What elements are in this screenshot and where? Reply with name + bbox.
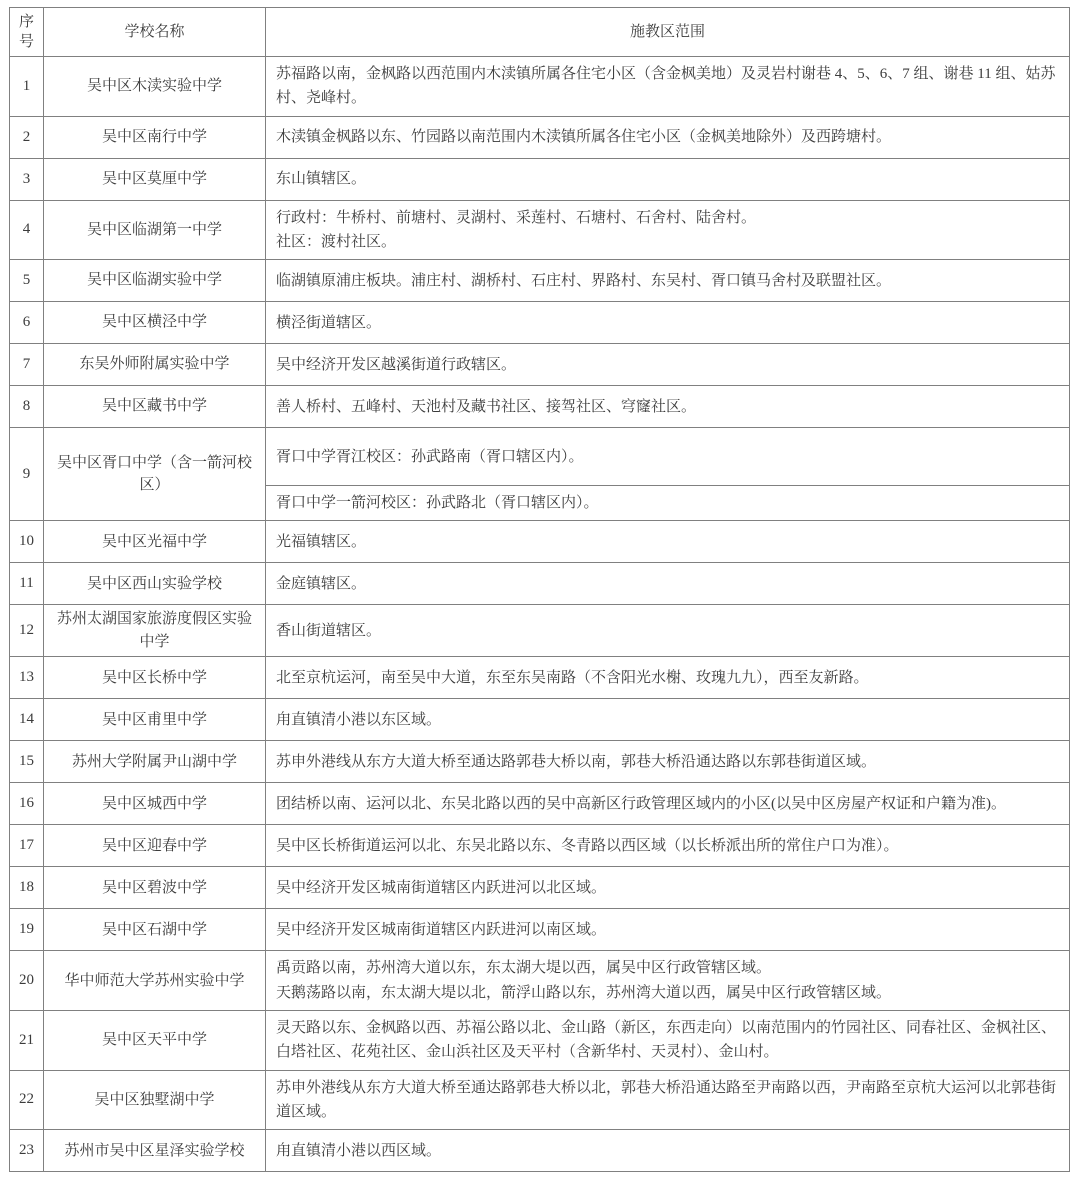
district-range-cell xyxy=(266,699,1070,741)
district-range-subcell xyxy=(266,1071,1069,1130)
district-range-text: 胥口中学一箭河校区：孙武路北（胥口辖区内）。 xyxy=(276,495,599,512)
header-district-range: 施教区范围 xyxy=(266,8,1070,57)
school-name-cell: 吴中区迎春中学 xyxy=(44,825,266,867)
district-range-subcell xyxy=(266,829,1069,863)
row-serial-number: 4 xyxy=(10,200,44,260)
district-range-cell xyxy=(266,200,1070,260)
school-name-cell: 吴中区临湖第一中学 xyxy=(44,200,266,260)
table-row xyxy=(10,200,1070,260)
school-name-cell: 吴中区西山实验学校 xyxy=(44,563,266,605)
district-range-subcell xyxy=(266,614,1069,648)
district-range-text: 甪直镇清小港以西区域。 xyxy=(276,1142,442,1159)
district-range-subcell xyxy=(266,201,1069,260)
school-name-cell: 吴中区独墅湖中学 xyxy=(44,1070,266,1130)
district-range-text: 灵天路以东、金枫路以西、苏福公路以北、金山路（新区，东西走向）以南范围内的竹园社区、同春社区、金枫社区、白塔社区、花苑社区、金山浜社区及天平村（含新华村、天灵村）、金山村。 xyxy=(276,1020,1057,1061)
school-name-cell: 吴中区长桥中学 xyxy=(44,657,266,699)
row-serial-number: 7 xyxy=(10,344,44,386)
district-range-text: 吴中经济开发区城南街道辖区内跃进河以南区域。 xyxy=(276,921,607,938)
row-serial-number: 13 xyxy=(10,657,44,699)
district-range-subcell xyxy=(266,264,1069,298)
district-range-subcell xyxy=(266,1011,1069,1070)
table-row xyxy=(10,783,1070,825)
district-range-text: 金庭镇辖区。 xyxy=(276,575,367,592)
row-serial-number: 9 xyxy=(10,428,44,521)
district-range-cell xyxy=(266,386,1070,428)
district-range-text: 吴中区长桥街道运河以北、东吴北路以东、冬青路以西区域（以长桥派出所的常住户口为准）。 xyxy=(276,837,899,854)
district-range-subcell xyxy=(266,348,1069,382)
school-name-cell: 吴中区石湖中学 xyxy=(44,909,266,951)
district-range-subcell xyxy=(266,745,1069,779)
district-range-subcell xyxy=(266,871,1069,905)
district-range-subcell xyxy=(266,787,1069,821)
row-serial-number: 1 xyxy=(10,57,44,117)
row-serial-number: 2 xyxy=(10,116,44,158)
school-name-cell: 吴中区木渎实验中学 xyxy=(44,57,266,117)
table-row xyxy=(10,741,1070,783)
table-header xyxy=(10,8,1070,57)
district-range-text: 甪直镇清小港以东区域。 xyxy=(276,711,442,728)
district-range-cell xyxy=(266,867,1070,909)
row-serial-number: 22 xyxy=(10,1070,44,1130)
header-serial-number: 序号 xyxy=(10,8,44,57)
district-range-cell xyxy=(266,521,1070,563)
district-range-text: 木渎镇金枫路以东、竹园路以南范围内木渎镇所属各住宅小区（金枫美地除外）及西跨塘村。 xyxy=(276,128,892,145)
table-row xyxy=(10,116,1070,158)
district-range-subcell xyxy=(266,306,1069,340)
district-range-subcell xyxy=(266,1134,1069,1168)
school-name-cell: 吴中区南行中学 xyxy=(44,116,266,158)
district-range-cell xyxy=(266,657,1070,699)
row-serial-number: 12 xyxy=(10,605,44,657)
district-range-text: 北至京杭运河，南至吴中大道，东至东吴南路（不含阳光水榭、玫瑰九九），西至友新路。 xyxy=(276,669,869,686)
district-range-text: 苏福路以南，金枫路以西范围内木渎镇所属各住宅小区（含金枫美地）及灵岩村谢巷 4、5、6、7 组、谢巷 11 组、姑苏村、尧峰村。 xyxy=(276,66,1056,107)
district-range-text: 胥口中学胥江校区：孙武路南（胥口辖区内）。 xyxy=(276,448,584,465)
district-range-subcell xyxy=(266,120,1069,154)
district-range-text: 社区：渡村社区。 xyxy=(276,233,397,250)
table-row xyxy=(10,909,1070,951)
district-range-cell xyxy=(266,116,1070,158)
table-row xyxy=(10,605,1070,657)
district-range-cell xyxy=(266,1070,1070,1130)
school-name-cell: 华中师范大学苏州实验中学 xyxy=(44,951,266,1011)
table-row xyxy=(10,1011,1070,1071)
district-range-cell xyxy=(266,57,1070,117)
district-range-subcell xyxy=(266,485,1069,520)
district-range-cell xyxy=(266,909,1070,951)
table-row xyxy=(10,428,1070,521)
row-serial-number: 20 xyxy=(10,951,44,1011)
table-row xyxy=(10,867,1070,909)
district-range-text: 禹贡路以南，苏州湾大道以东，东太湖大堤以西，属吴中区行政管辖区域。 xyxy=(276,960,772,977)
row-serial-number: 19 xyxy=(10,909,44,951)
row-serial-number: 10 xyxy=(10,521,44,563)
district-range-text: 横泾街道辖区。 xyxy=(276,314,382,331)
row-serial-number: 5 xyxy=(10,260,44,302)
table-row xyxy=(10,657,1070,699)
district-range-subcell xyxy=(266,162,1069,196)
school-district-table xyxy=(9,7,1070,1172)
school-name-cell: 吴中区莫厘中学 xyxy=(44,158,266,200)
table-row xyxy=(10,1130,1070,1172)
table-row xyxy=(10,825,1070,867)
district-range-text: 善人桥村、五峰村、天池村及藏书社区、接驾社区、穹窿社区。 xyxy=(276,398,697,415)
district-range-subcell xyxy=(266,913,1069,947)
district-range-subcell xyxy=(266,57,1069,116)
district-range-cell xyxy=(266,951,1070,1011)
row-serial-number: 8 xyxy=(10,386,44,428)
district-range-subcell xyxy=(266,390,1069,424)
row-serial-number: 6 xyxy=(10,302,44,344)
table-row xyxy=(10,563,1070,605)
row-serial-number: 18 xyxy=(10,867,44,909)
district-range-text: 苏申外港线从东方大道大桥至通达路郭巷大桥以北，郭巷大桥沿通达路至尹南路以西，尹南路至京杭大运河以北郭巷街道区域。 xyxy=(276,1079,1057,1120)
school-name-cell: 苏州太湖国家旅游度假区实验中学 xyxy=(44,605,266,657)
row-serial-number: 16 xyxy=(10,783,44,825)
district-range-cell xyxy=(266,825,1070,867)
district-range-cell xyxy=(266,783,1070,825)
school-name-cell: 吴中区甫里中学 xyxy=(44,699,266,741)
row-serial-number: 11 xyxy=(10,563,44,605)
district-range-cell xyxy=(266,1011,1070,1071)
district-range-cell xyxy=(266,605,1070,657)
school-name-cell: 吴中区天平中学 xyxy=(44,1011,266,1071)
school-name-cell: 吴中区胥口中学（含一箭河校区） xyxy=(44,428,266,521)
district-range-cell xyxy=(266,741,1070,783)
row-serial-number: 23 xyxy=(10,1130,44,1172)
table-row xyxy=(10,260,1070,302)
school-name-cell: 吴中区碧波中学 xyxy=(44,867,266,909)
district-range-text: 临湖镇原浦庄板块。浦庄村、湖桥村、石庄村、界路村、东吴村、胥口镇马舍村及联盟社区。 xyxy=(276,272,892,289)
school-name-cell: 东吴外师附属实验中学 xyxy=(44,344,266,386)
district-range-cell xyxy=(266,1130,1070,1172)
school-name-cell: 吴中区光福中学 xyxy=(44,521,266,563)
school-name-cell: 苏州大学附属尹山湖中学 xyxy=(44,741,266,783)
header-school-name: 学校名称 xyxy=(44,8,266,57)
district-range-text: 东山镇辖区。 xyxy=(276,170,367,187)
row-serial-number: 15 xyxy=(10,741,44,783)
school-name-cell: 吴中区临湖实验中学 xyxy=(44,260,266,302)
district-range-cell xyxy=(266,158,1070,200)
district-range-cell xyxy=(266,428,1070,521)
header-row xyxy=(10,8,1070,57)
district-range-cell xyxy=(266,302,1070,344)
district-range-cell xyxy=(266,344,1070,386)
district-range-text: 行政村：牛桥村、前塘村、灵湖村、采莲村、石塘村、石舍村、陆舍村。 xyxy=(276,209,757,226)
district-range-subcell xyxy=(266,567,1069,601)
table-row xyxy=(10,158,1070,200)
district-range-text: 天鹅荡路以南，东太湖大堤以北，箭浮山路以东，苏州湾大道以西，属吴中区行政管辖区域。 xyxy=(276,984,892,1001)
table-row xyxy=(10,386,1070,428)
table-row xyxy=(10,1070,1070,1130)
table-row xyxy=(10,951,1070,1011)
school-name-cell: 吴中区城西中学 xyxy=(44,783,266,825)
district-range-subcell xyxy=(266,428,1069,485)
row-serial-number: 17 xyxy=(10,825,44,867)
district-range-text: 吴中经济开发区城南街道辖区内跃进河以北区域。 xyxy=(276,879,607,896)
district-range-subcell xyxy=(266,951,1069,1010)
table-body xyxy=(10,57,1070,1172)
table-row xyxy=(10,57,1070,117)
row-serial-number: 3 xyxy=(10,158,44,200)
school-name-cell: 吴中区藏书中学 xyxy=(44,386,266,428)
district-range-subcell xyxy=(266,525,1069,559)
table-row xyxy=(10,302,1070,344)
table-row xyxy=(10,699,1070,741)
row-serial-number: 21 xyxy=(10,1011,44,1071)
row-serial-number: 14 xyxy=(10,699,44,741)
district-range-subcell xyxy=(266,703,1069,737)
district-range-cell xyxy=(266,260,1070,302)
district-range-text: 团结桥以南、运河以北、东吴北路以西的吴中高新区行政管理区域内的小区(以吴中区房屋产权证和户籍为准)。 xyxy=(276,795,1006,812)
table-row xyxy=(10,344,1070,386)
school-name-cell: 苏州市吴中区星泽实验学校 xyxy=(44,1130,266,1172)
table-row xyxy=(10,521,1070,563)
district-range-text: 香山街道辖区。 xyxy=(276,622,382,639)
district-range-text: 苏申外港线从东方大道大桥至通达路郭巷大桥以南，郭巷大桥沿通达路以东郭巷街道区域。 xyxy=(276,753,877,770)
school-name-cell: 吴中区横泾中学 xyxy=(44,302,266,344)
district-range-subcell xyxy=(266,661,1069,695)
district-range-cell xyxy=(266,563,1070,605)
district-range-text: 吴中经济开发区越溪街道行政辖区。 xyxy=(276,356,517,373)
district-range-text: 光福镇辖区。 xyxy=(276,533,367,550)
